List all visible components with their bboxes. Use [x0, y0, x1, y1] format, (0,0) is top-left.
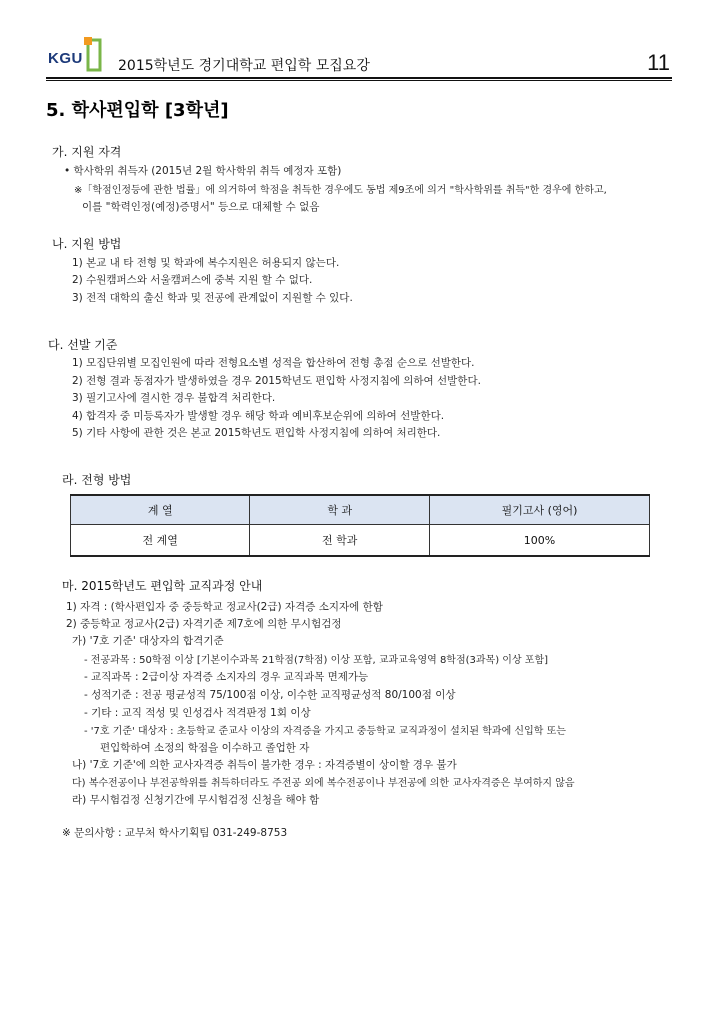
- ma-line: - 전공과목 : 50학점 이상 [기본이수과목 21학점(7학점) 이상 포함, 교과교육영역 8학점(3과목) 이상 포함]: [84, 655, 549, 666]
- header-title: 2015학년도 경기대학교 편입학 모집요강: [118, 58, 370, 74]
- ma-line: 편입학하여 소정의 학점을 이수하고 졸업한 자: [100, 742, 310, 754]
- table-header-cell: 학 과: [250, 495, 429, 525]
- contact-info: ※ 문의사항 : 교무처 학사기획팀 031-249-8753: [62, 827, 288, 839]
- ma-line: 가) '7호 기준' 대상자의 합격기준: [72, 635, 224, 647]
- table-header-row: [71, 495, 650, 525]
- ga-heading: 가. 지원 자격: [52, 145, 122, 159]
- ga-note-line1: ※「학점인정등에 관한 법률」에 의거하여 학점을 취득한 경우에도 동법 제9조에 의거 "학사학위를 취득"한 경우에 한하고,: [74, 185, 607, 196]
- table-cell: 전 학과: [250, 525, 429, 557]
- da-heading: 다. 선발 기준: [48, 338, 118, 352]
- table-cell: 전 계열: [71, 525, 250, 557]
- ma-line: 2) 중등학교 정교사(2급) 자격기준 제7호에 의한 무시험검정: [66, 618, 342, 630]
- table-header-cell: 필기고사 (영어): [429, 495, 649, 525]
- ma-line: - 교직과목 : 2급이상 자격증 소지자의 경우 교직과목 면제가능: [84, 671, 369, 683]
- section-title: 5. 학사편입학 [3학년]: [46, 100, 229, 121]
- kgu-logo: [48, 36, 104, 76]
- na-item: 3) 전적 대학의 출신 학과 및 전공에 관계없이 지원할 수 있다.: [72, 292, 353, 304]
- da-item: 4) 합격자 중 미등록자가 발생할 경우 해당 학과 예비후보순위에 의하여 선발한다.: [72, 410, 445, 422]
- ma-line: - 성적기준 : 전공 평균성적 75/100점 이상, 이수한 교직평균성적 80/100점 이상: [84, 689, 456, 701]
- selection-method-table: [70, 494, 650, 557]
- header-divider: [46, 77, 672, 79]
- ma-heading: 마. 2015학년도 편입학 교직과정 안내: [62, 579, 263, 593]
- ma-line: - 기타 : 교직 적성 및 인성검사 적격판정 1회 이상: [84, 707, 311, 719]
- table-header-cell: 계 열: [71, 495, 250, 525]
- ra-heading: 라. 전형 방법: [62, 473, 132, 487]
- ma-line: 다) 복수전공이나 부전공학위를 취득하더라도 주전공 외에 복수전공이나 부전공에 의한 교사자격증은 부여하지 않음: [72, 778, 575, 789]
- da-item: 5) 기타 사항에 관한 것은 본교 2015학년도 편입학 사정지침에 의하여 처리한다.: [72, 427, 441, 439]
- header-divider-thin: [46, 80, 672, 81]
- na-item: 2) 수원캠퍼스와 서울캠퍼스에 중복 지원 할 수 없다.: [72, 274, 313, 286]
- da-item: 3) 필기고사에 결시한 경우 불합격 처리한다.: [72, 392, 276, 404]
- ga-bullet: • 학사학위 취득자 (2015년 2월 학사학위 취득 예정자 포함): [64, 165, 342, 177]
- ma-line: 1) 자격 : (학사편입자 중 중등학교 정교사(2급) 자격증 소지자에 한함: [66, 601, 383, 613]
- ma-line: 나) '7호 기준'에 의한 교사자격증 취득이 불가한 경우 : 자격증별이 상이할 경우 불가: [72, 759, 457, 771]
- logo-text: KGU: [48, 50, 83, 67]
- page-number: 11: [647, 50, 670, 75]
- table-row: [71, 525, 650, 557]
- da-item: 2) 전형 결과 동점자가 발생하였을 경우 2015학년도 편입학 사정지침에 의하여 선발한다.: [72, 375, 481, 387]
- na-heading: 나. 지원 방법: [52, 237, 122, 251]
- da-item: 1) 모집단위별 모집인원에 따라 전형요소별 성적을 합산하여 전형 총점 순으로 선발한다.: [72, 357, 475, 369]
- table-cell: 100%: [429, 525, 649, 557]
- ma-line: 라) 무시험검정 신청기간에 무시험검정 신청을 해야 함: [72, 794, 320, 806]
- na-item: 1) 본교 내 타 전형 및 학과에 복수지원은 허용되지 않는다.: [72, 257, 340, 269]
- ma-line: - '7호 기준' 대상자 : 초등학교 준교사 이상의 자격증을 가지고 중등학교 교직과정이 설치된 학과에 신입학 또는: [84, 726, 566, 737]
- ga-note-line2: 이를 "학력인정(예정)증명서" 등으로 대체할 수 없음: [82, 201, 320, 213]
